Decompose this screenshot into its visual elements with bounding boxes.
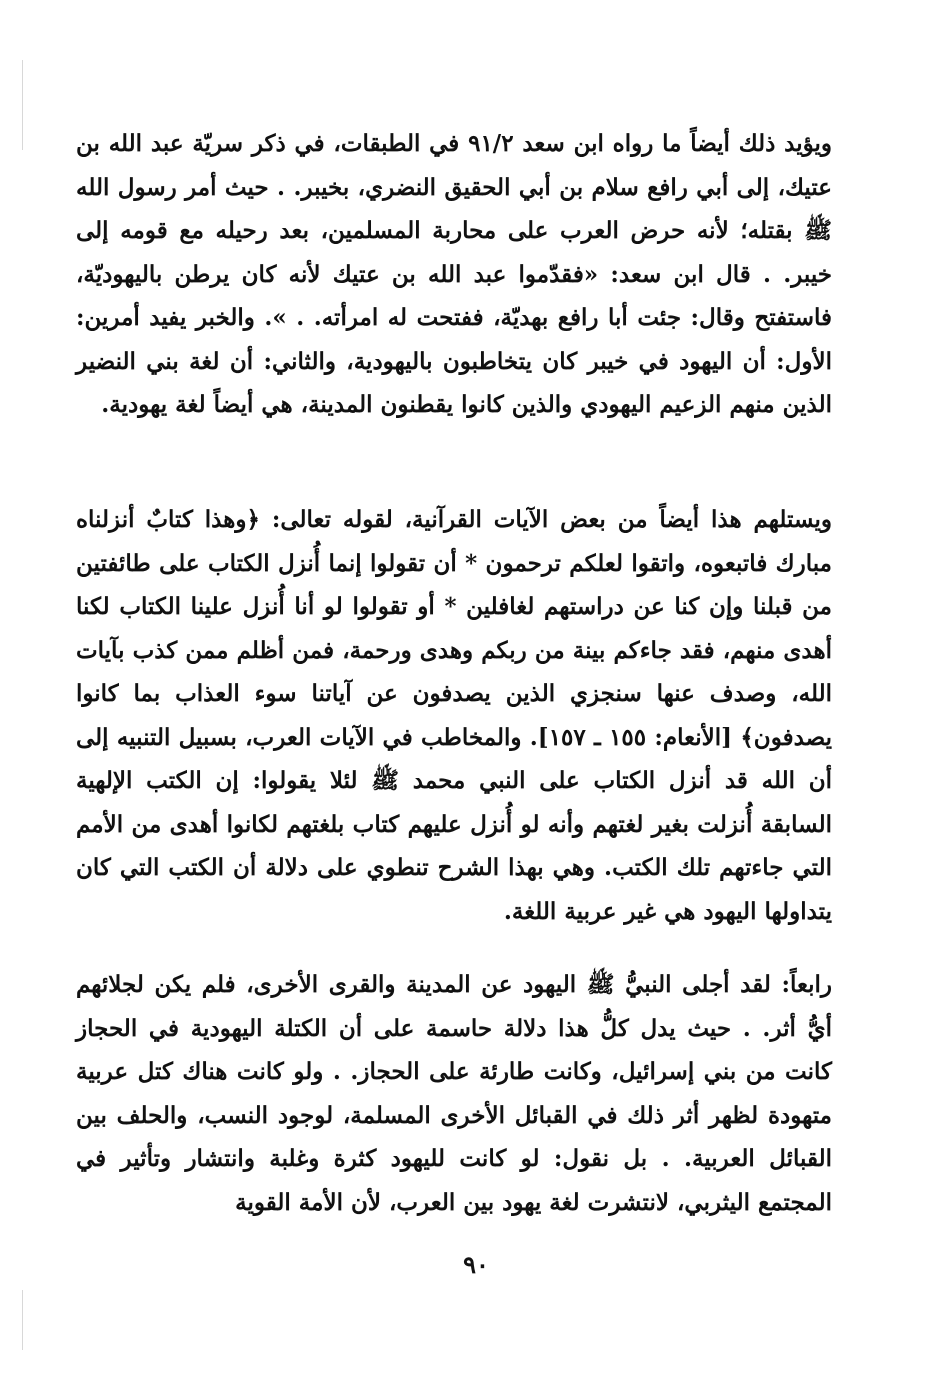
page-number: ٩٠	[463, 1250, 489, 1279]
scan-edge-mark	[22, 60, 23, 150]
paragraph-text: رابعاً: لقد أجلى النبيُّ ﷺ اليهود عن المدينة والقرى الأخرى، فلم يكن لجلائهم أيُّ أثر. . حيث يدل كلُّ هذا دلالة حاسمة على أن الكتلة اليهودية في الحجاز كانت من بني إسرائيل، وكانت طارئة على الحجاز. . ولو كانت هناك كتل عربية متهودة لظهر أثر ذلك في القبائل الأخرى المسلمة، لوجود النسب، والحلف بين القبائل العربية. . بل نقول: لو كانت لليهود كثرة وغلبة وانتشار وتأثير في المجتمع اليثربي، لانتشرت لغة يهود بين العرب، لأن الأمة القوية	[76, 971, 832, 1216]
paragraph-1	[76, 122, 832, 427]
paragraph-2	[76, 498, 832, 933]
scan-edge-mark	[22, 1290, 23, 1350]
paragraph-text: ويؤيد ذلك أيضاً ما رواه ابن سعد ٩١/٢ في الطبقات، في ذكر سريّة عبد الله بن عتيك، إلى أبي رافع سلام بن أبي الحقيق النضري، بخيبر. . حيث أمر رسول الله ﷺ بقتله؛ لأنه حرض العرب على محاربة المسلمين، بعد رحيله مع قومه إلى خيبر. . قال ابن سعد: «فقدّموا عبد الله بن عتيك لأنه كان يرطن باليهوديّة، فاستفتح وقال: جئت أبا رافع بهديّة، ففتحت له امرأته. . ». والخبر يفيد أمرين: الأول: أن اليهود في خيبر كان يتخاطبون باليهودية، والثاني: أن لغة بني النضير الذين منهم الزعيم اليهودي والذين كانوا يقطنون المدينة، هي أيضاً لغة يهودية.	[76, 130, 833, 418]
paragraph-text: ويستلهم هذا أيضاً من بعض الآيات القرآنية، لقوله تعالى: ﴿وهذا كتابٌ أنزلناه مبارك فاتبعوه، واتقوا لعلكم ترحمون * أن تقولوا إنما أُنزل الكتاب على طائفتين من قبلنا وإن كنا عن دراستهم لغافلين * أو تقولوا لو أنا أُنزل علينا الكتاب لكنا أهدى منهم، فقد جاءكم بينة من ربكم وهدى ورحمة، فمن أظلم ممن كذب بآيات الله، وصدف عنها سنجزي الذين يصدفون عن آياتنا سوء العذاب بما كانوا يصدفون﴾ [الأنعام: ١٥٥ ـ ١٥٧]. والمخاطب في الآيات العرب، بسبيل التنبيه إلى أن الله قد أنزل الكتاب على النبي محمد ﷺ لئلا يقولوا: إن الكتب الإلهية السابقة أُنزلت بغير لغتهم وأنه لو أُنزل عليهم كتاب بلغتهم لكانوا أهدى من الأمم التي جاءتهم تلك الكتب. وهي بهذا الشرح تنطوي على دلالة أن الكتب التي كان يتداولها اليهود هي غير عربية اللغة.	[76, 506, 832, 925]
paragraph-3	[76, 963, 832, 1224]
